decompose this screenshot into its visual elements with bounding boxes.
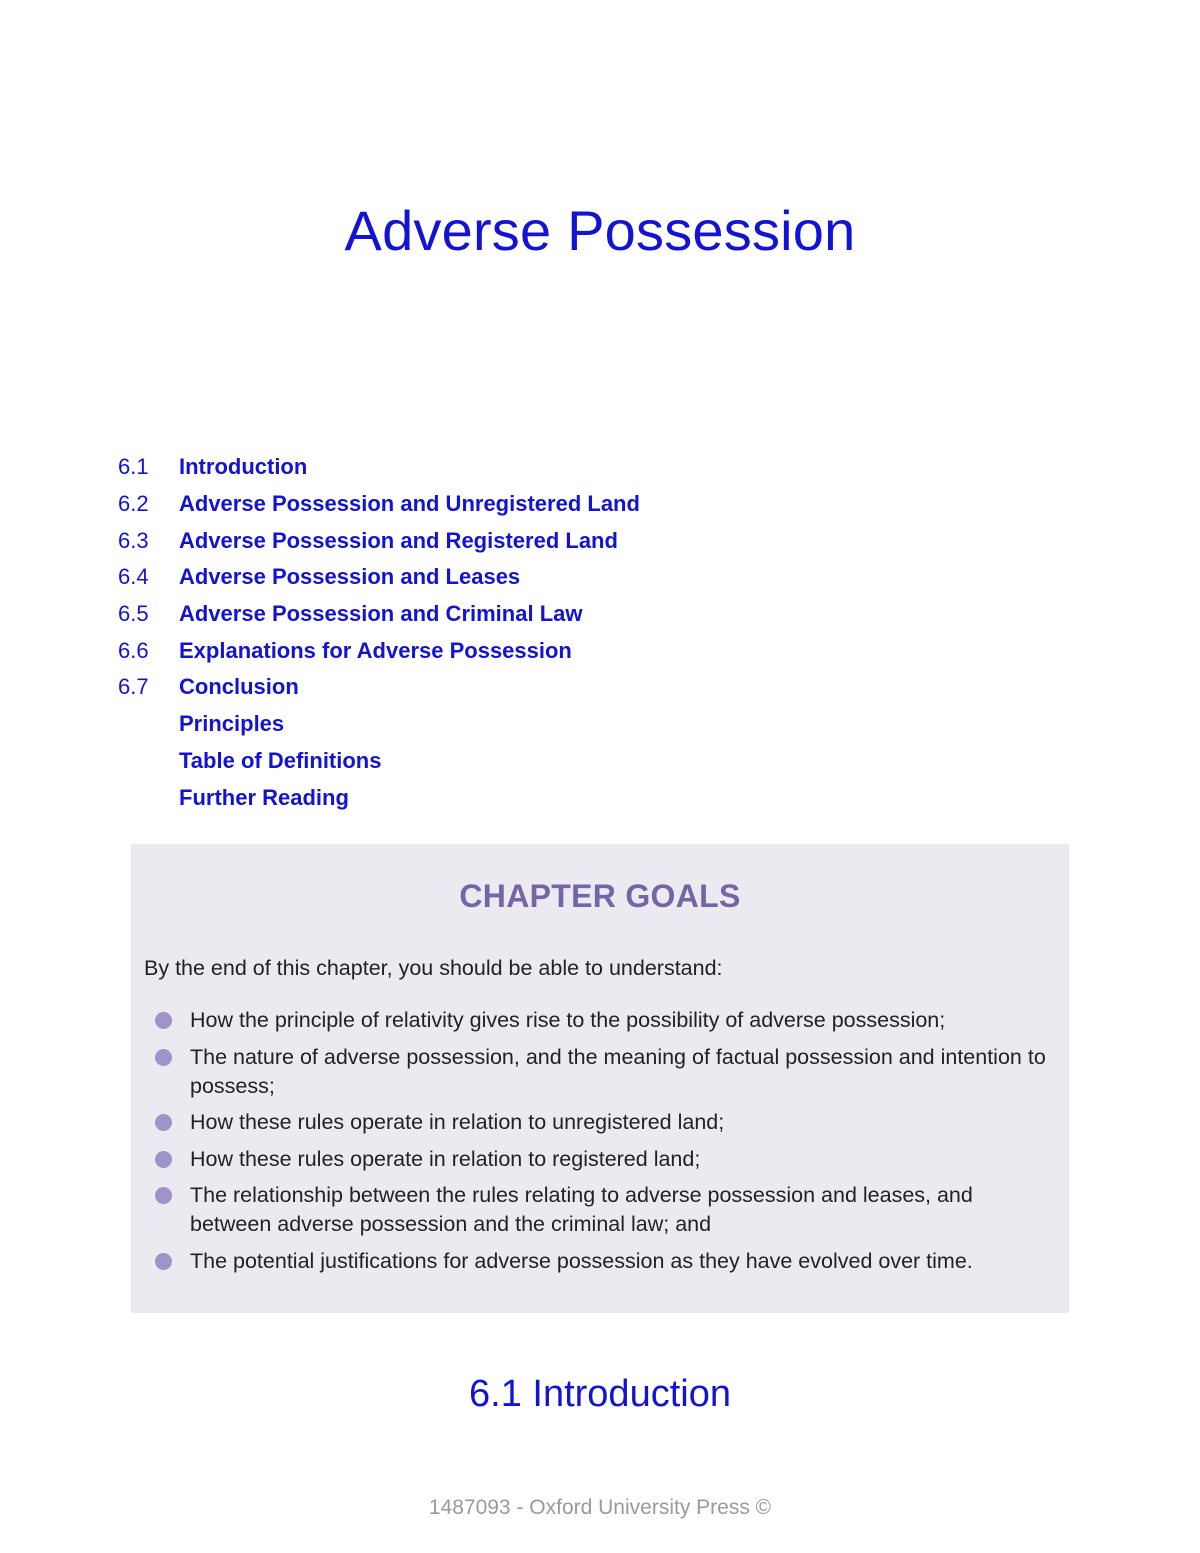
toc-link[interactable]: Adverse Possession and Criminal Law [179, 601, 583, 627]
goal-item [155, 1043, 1060, 1101]
toc-link[interactable]: Explanations for Adverse Possession [179, 637, 572, 663]
goal-text: The relationship between the rules relating to adverse possession and leases, and between adverse possession and the criminal law; and [190, 1183, 973, 1236]
goal-item [155, 1181, 1060, 1239]
bullet-icon [155, 1012, 172, 1029]
toc-item-6-3[interactable] [118, 522, 640, 559]
section-heading: 6.1 Introduction [469, 1373, 731, 1415]
toc-item-6-1[interactable] [118, 449, 640, 486]
toc-number: 6.7 [118, 674, 149, 700]
chapter-goals-intro: By the end of this chapter, you should be able to understand: [144, 956, 723, 980]
goal-item [155, 1247, 1060, 1276]
chapter-goals-heading: CHAPTER GOALS [459, 878, 741, 914]
bullet-icon [155, 1253, 172, 1270]
bullet-icon [155, 1114, 172, 1131]
bullet-icon [155, 1049, 172, 1066]
toc-item-6-4[interactable] [118, 559, 640, 596]
chapter-title: Adverse Possession [344, 199, 856, 262]
toc-number: 6.2 [118, 491, 149, 517]
toc-item-definitions[interactable] [118, 743, 640, 780]
toc-number: 6.4 [118, 564, 149, 590]
toc-item-6-2[interactable] [118, 486, 640, 523]
toc-number: 6.6 [118, 637, 149, 663]
bullet-icon [155, 1151, 172, 1168]
toc-item-6-6[interactable] [118, 632, 640, 669]
table-of-contents [118, 449, 640, 816]
toc-link[interactable]: Principles [179, 711, 285, 737]
goal-item [155, 1145, 1060, 1174]
toc-item-further-reading[interactable] [118, 779, 640, 816]
toc-link[interactable]: Introduction [179, 454, 308, 480]
bullet-icon [155, 1187, 172, 1204]
goal-item [155, 1108, 1060, 1137]
toc-link[interactable]: Conclusion [179, 674, 299, 700]
toc-item-6-5[interactable] [118, 596, 640, 633]
toc-link[interactable]: Adverse Possession and Unregistered Land [179, 491, 640, 517]
toc-number: 6.3 [118, 527, 149, 553]
toc-number: 6.1 [118, 454, 149, 480]
chapter-goals-box [131, 844, 1069, 1313]
goal-text: How these rules operate in relation to unregistered land; [190, 1110, 725, 1134]
goal-text: How the principle of relativity gives rise to the possibility of adverse possession; [190, 1008, 946, 1032]
goal-text: The potential justifications for adverse possession as they have evolved over time. [190, 1248, 973, 1273]
toc-link[interactable]: Further Reading [179, 784, 349, 810]
toc-link[interactable]: Table of Definitions [179, 747, 382, 773]
page-footer: 1487093 - Oxford University Press © [428, 1496, 772, 1519]
toc-item-principles[interactable] [118, 706, 640, 743]
goal-item [155, 1006, 1060, 1035]
goal-text: The nature of adverse possession, and the meaning of factual possession and intention to possess; [190, 1044, 1046, 1098]
chapter-goals-list [155, 1006, 1060, 1283]
toc-number: 6.5 [118, 601, 149, 627]
toc-link[interactable]: Adverse Possession and Registered Land [179, 527, 618, 553]
toc-link[interactable]: Adverse Possession and Leases [179, 564, 521, 590]
goal-text: How these rules operate in relation to registered land; [190, 1146, 701, 1171]
toc-item-6-7[interactable] [118, 669, 640, 706]
